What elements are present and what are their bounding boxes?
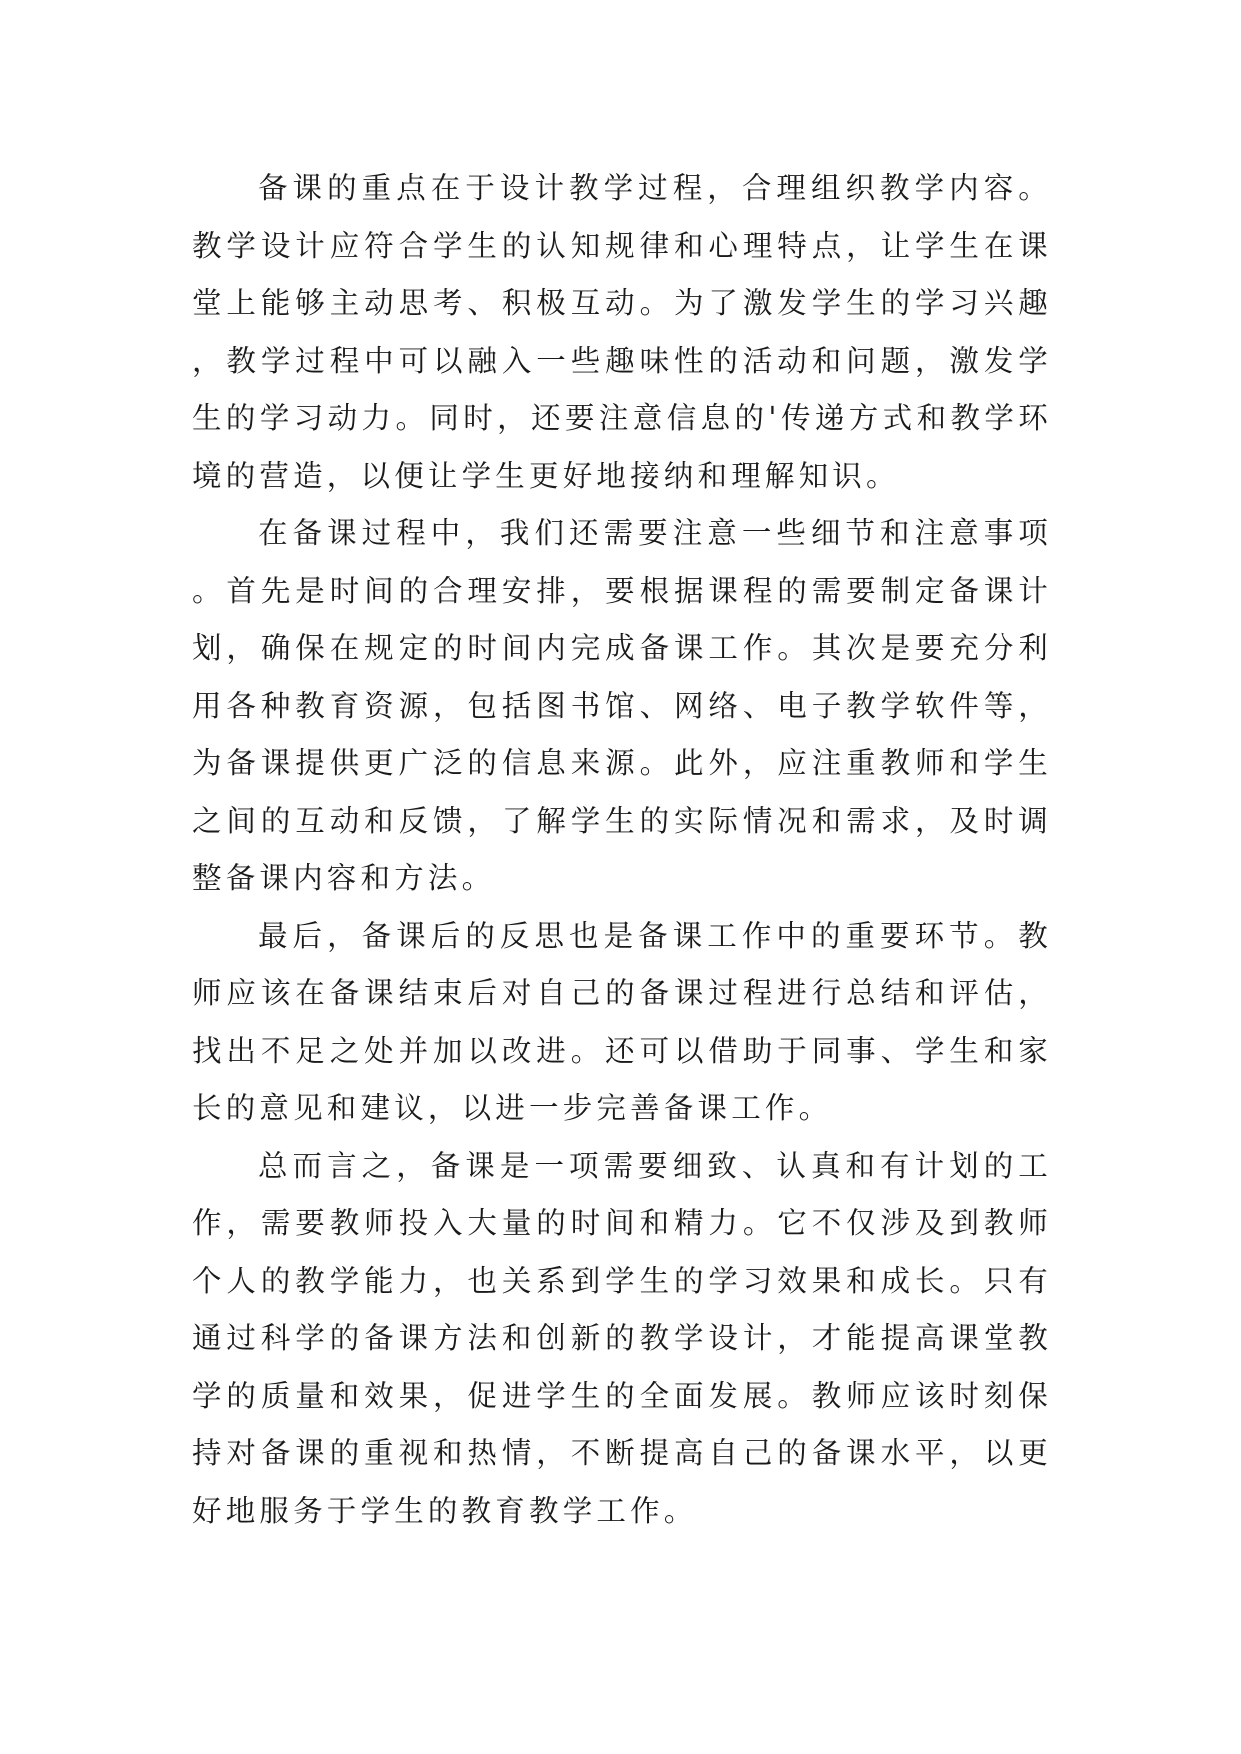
document-body <box>192 160 1052 1540</box>
paragraph-preparation-details: 在备课过程中，我们还需要注意一些细节和注意事项。首先是时间的合理安排，要根据课程的需要制定备课计划，确保在规定的时间内完成备课工作。其次是要充分利用各种教育资源，包括图书馆、网络、电子教学软件等，为备课提供更广泛的信息来源。此外，应注重教师和学生之间的互动和反馈，了解学生的实际情况和需求，及时调整备课内容和方法。 <box>192 516 1052 895</box>
paragraph-lesson-design: 备课的重点在于设计教学过程，合理组织教学内容。教学设计应符合学生的认知规律和心理特点，让学生在课堂上能够主动思考、积极互动。为了激发学生的学习兴趣，教学过程中可以融入一些趣味性的活动和问题，激发学生的学习动力。同时，还要注意信息的'传递方式和教学环境的营造，以便让学生更好地接纳和理解知识。 <box>192 171 1052 493</box>
paragraph-conclusion: 总而言之，备课是一项需要细致、认真和有计划的工作，需要教师投入大量的时间和精力。它不仅涉及到教师个人的教学能力，也关系到学生的学习效果和成长。只有通过科学的备课方法和创新的教学设计，才能提高课堂教学的质量和效果，促进学生的全面发展。教师应该时刻保持对备课的重视和热情，不断提高自己的备课水平，以更好地服务于学生的教育教学工作。 <box>192 1148 1052 1528</box>
paragraph-reflection: 最后，备课后的反思也是备课工作中的重要环节。教师应该在备课结束后对自己的备课过程进行总结和评估，找出不足之处并加以改进。还可以借助于同事、学生和家长的意见和建议，以进一步完善备课工作。 <box>192 918 1052 1125</box>
